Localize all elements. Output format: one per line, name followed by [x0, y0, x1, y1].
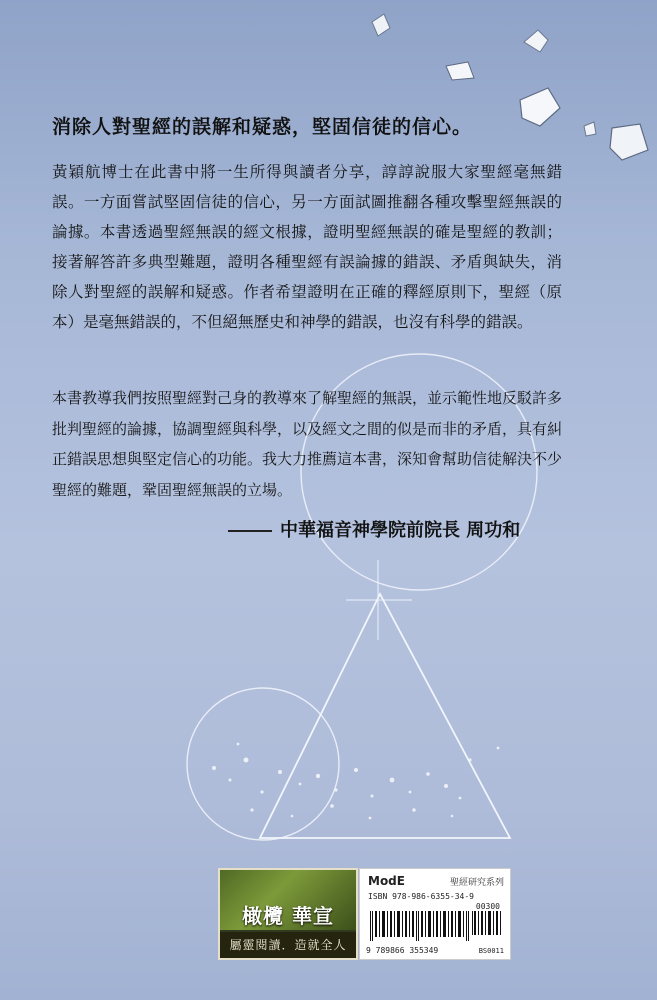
rock-fragment-5	[610, 124, 648, 160]
headline: 消除人對聖經的誤解和疑惑，堅固信徒的信心。	[52, 116, 473, 138]
publisher-name: 橄欖 華宣	[242, 904, 334, 928]
small-circle	[187, 688, 339, 840]
barcode-number: 9 789866 355349	[366, 946, 439, 955]
publisher-motto: 屬靈閱讀．造就全人	[220, 932, 356, 958]
em-dash	[228, 530, 272, 532]
attribution-text: 中華福音神學院前院長 周功和	[280, 520, 521, 541]
product-code: BS0011	[478, 947, 504, 955]
isbn-text: ISBN 978-986-6355-34-9	[368, 892, 474, 901]
paragraph-endorsement: 本書教導我們按照聖經對己身的教導來了解聖經的無誤，並示範性地反駁許多批判聖經的論據，協調聖經與科學，以及經文之間的似是而非的矛盾，具有糾正錯誤思想與堅定信心的功能。我大力推薦這本書，深知會幫助信徒解決不少聖經的難題，鞏固聖經無誤的立場。	[52, 389, 563, 499]
rock-fragment-1	[372, 14, 390, 36]
rock-fragment-2	[524, 30, 548, 52]
barcode-bars	[370, 911, 470, 941]
splatter	[212, 743, 499, 820]
endorsement-attribution	[228, 516, 568, 542]
price-code: 00300	[475, 902, 500, 911]
series-name: 聖經研究系列	[449, 878, 504, 888]
rock-fragment-3	[446, 62, 474, 80]
publisher-logo	[218, 868, 358, 960]
brand-logo: ModE	[368, 874, 405, 888]
triangle	[260, 594, 510, 838]
barcode-label	[359, 868, 511, 960]
price-barcode-bars	[472, 911, 502, 935]
paragraph-description: 黃穎航博士在此書中將一生所得與讀者分享，諄諄說服大家聖經毫無錯誤。一方面嘗試堅固信徒的信心，另一方面試圖推翻各種攻擊聖經無誤的論據。本書透過聖經無誤的經文根據，證明聖經無誤的確是聖經的教訓；接著解答許多典型難題，證明各種聖經有誤論據的錯誤、矛盾與缺失，消除人對聖經的誤解和疑惑。作者希望證明在正確的釋經原則下，聖經（原本）是毫無錯誤的，不但絕無歷史和神學的錯誤，也沒有科學的錯誤。	[52, 163, 562, 331]
